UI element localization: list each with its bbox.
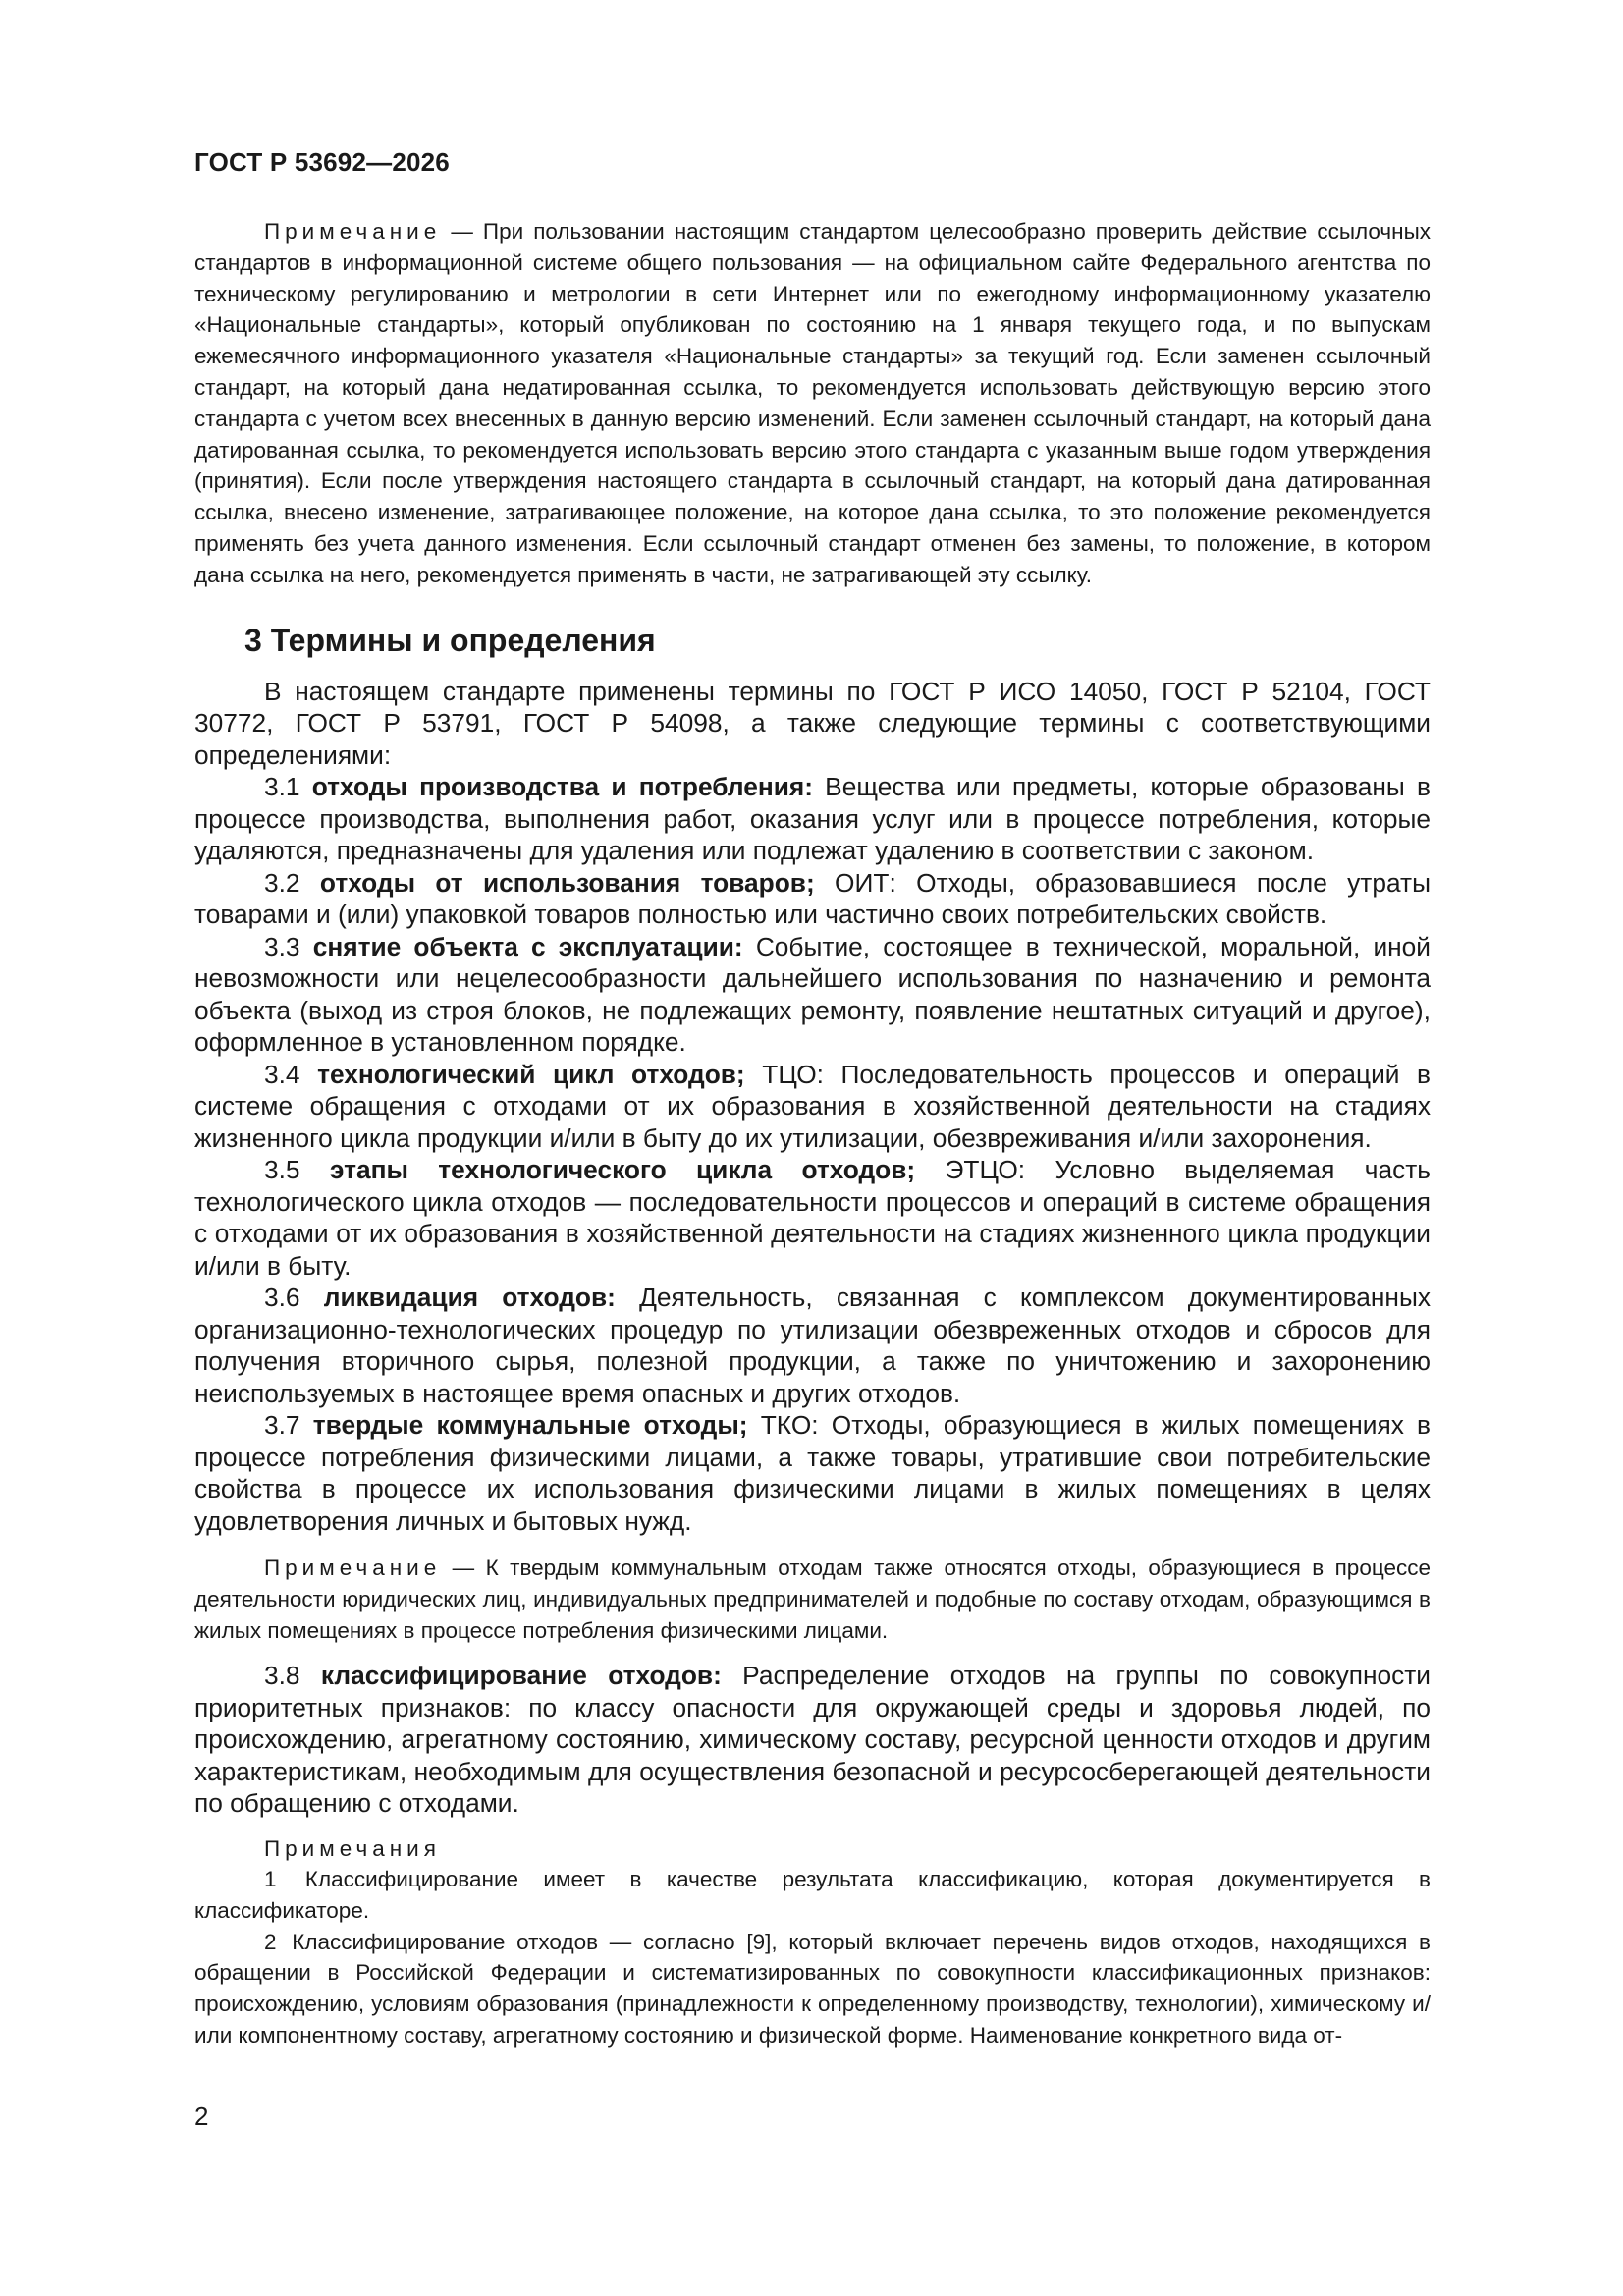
term-name: отходы от использования товаров; (319, 867, 815, 898)
term-definition (194, 1282, 1431, 1409)
term-name: отходы производства и потребления: (311, 772, 813, 802)
term-name: классифицирование отходов: (320, 1661, 722, 1691)
term-text: Вещества или предметы, которые образованы в процессе производства, выполнения работ, оказания услуг или в процессе потребления, которые удаляются, предназначены для удаления или подлежат удалению в соответствии с законом. (194, 772, 1431, 866)
term-number: 3.4 (264, 1059, 300, 1089)
term-note (194, 1553, 1431, 1646)
note-text: — К твердым коммунальным отходам также относятся отходы, образующиеся в процессе деятельности юридических лиц, индивидуальных предпринимателей и подобные по составу отходам, образующимся в жилых помещениях в процессе потребления физическими лицами. (194, 1556, 1431, 1643)
term-number: 3.3 (264, 931, 300, 961)
term-number: 3.7 (264, 1410, 300, 1441)
note-label: Примечание (264, 219, 442, 244)
reference-note (194, 216, 1431, 591)
term-text: Распределение отходов на группы по совокупности приоритетных признаков: по классу опасности для окружающей среды и здоровья людей, по происхождению, агрегатному состоянию, химическому составу, ресурсной ценности отходов и другим характеристикам, необходимым для осуществления безопасной и ресурсосберегающей деятельности по обращению с отходами. (194, 1661, 1431, 1819)
notes-item-text: Классифицирование имеет в качестве результата классификацию, которая документируется в классификаторе. (194, 1866, 1431, 1923)
term-text: Деятельность, связанная с комплексом документированных организационно-технологических процедур по утилизации обезвреженных отходов и сбросов для получения вторичного сырья, полезной продукции, а также по уничтожению и захоронению неиспользуемых в настоящее время опасных и других отходов. (194, 1283, 1431, 1408)
term-name: снятие объекта с эксплуатации: (312, 931, 743, 961)
section-intro: В настоящем стандарте применены термины по ГОСТ Р ИСО 14050, ГОСТ Р 52104, ГОСТ 30772, ГОСТ Р 53791, ГОСТ Р 54098, а также следующие термины с соответствующими определениями: (194, 676, 1431, 770)
term-definition (194, 931, 1431, 1059)
note-text: — При пользовании настоящим стандартом целесообразно проверить действие ссылочных стандартов в информационной системе общего пользования — на официальном сайте Федерального агентства по техническому регулированию и метрологии в сети Интернет или по ежегодному информационному указателю «Национальные стандарты», который опубликован по состоянию на 1 января текущего года, и по выпускам ежемесячного информационного указателя «Национальные стандарты» за текущий год. Если заменен ссылочный стандарт, на который дана недатированная ссылка, то рекомендуется использовать действующую версию этого стандарта с учетом всех внесенных в данную версию изменений. Если заменен ссылочный стандарт, на который дана датированная ссылка, то рекомендуется использовать версию этого стандарта с указанным выше годом утверждения (принятия). Если после утверждения настоящего стандарта в ссылочный стандарт, на который дана датированная ссылка, внесено изменение, затрагивающее положение, на которое дана ссылка, то это положение рекомендуется применять без учета данного изменения. Если ссылочный стандарт отменен без замены, то положение, в котором дана ссылка на него, рекомендуется применять в части, не затрагивающей эту ссылку. (194, 219, 1431, 587)
document-header: ГОСТ Р 53692—2026 (194, 147, 450, 177)
notes-item-number: 2 (264, 1929, 277, 1954)
terms-list (194, 771, 1431, 1537)
notes-heading: Примечания (264, 1835, 441, 1861)
term-name: твердые коммунальные отходы; (312, 1410, 748, 1441)
section-title: 3 Термины и определения (244, 622, 656, 658)
term-definition (194, 1154, 1431, 1282)
notes-item (194, 1864, 1431, 1927)
term-text: ЭТЦО: Условно выделяемая часть технологического цикла отходов — последовательности процессов и операций в системе обращения с отходами от их образования в хозяйственной деятельности на стадиях жизненного цикла продукции и/или в быту. (194, 1155, 1431, 1281)
term-definition (194, 771, 1431, 867)
notes-item (194, 1927, 1431, 2051)
notes-item-text: Классифицирование отходов — согласно [9], который включает перечень видов отходов, находящихся в обращении в Российской Федерации и систематизированных по совокупности классификационных признаков: происхождению, условиям образования (принадлежности к определенному производству, технологии), химическому и/или компонентному составу, агрегатному состоянию и физической форме. Наименование конкретного вида от- (194, 1929, 1431, 2048)
notes-item-number: 1 (264, 1866, 277, 1891)
page-content (194, 216, 1431, 2051)
term-number: 3.8 (264, 1661, 300, 1691)
term-number: 3.1 (264, 772, 300, 802)
term-text: ОИТ: Отходы, образовавшиеся после утраты товарами и (или) упаковкой товаров полностью или частично своих потребительских свойств. (194, 867, 1431, 930)
term-number: 3.2 (264, 867, 300, 898)
term-text: Событие, состоящее в технической, моральной, иной невозможности или нецелесообразности дальнейшего использования по назначению и ремонта объекта (выход из строя блоков, не подлежащих ремонту, появление нештатных ситуаций и другое), оформленное в установленном порядке. (194, 931, 1431, 1058)
note-label: Примечание (264, 1556, 442, 1581)
term-number: 3.5 (264, 1155, 300, 1185)
term-text: ТЦО: Последовательность процессов и операций в системе обращения с отходами от их образования в хозяйственной деятельности на стадиях жизненного цикла продукции и/или в быту до их утилизации, обезвреживания и/или захоронения. (194, 1059, 1432, 1153)
term-name: этапы технологического цикла отходов; (329, 1155, 916, 1185)
term-definition (194, 1059, 1431, 1155)
term-definition (194, 1660, 1431, 1820)
term-definition (194, 867, 1431, 931)
term-note-paragraph (194, 1553, 1431, 1646)
term-text: ТКО: Отходы, образующиеся в жилых помещениях в процессе потребления физическими лицами, а также товары, утратившие свои потребительские свойства в процессе их использования физическими лицами в жилых помещениях в целях удовлетворения личных и бытовых нужд. (194, 1410, 1431, 1536)
page-number: 2 (194, 2102, 209, 2131)
term-definition (194, 1409, 1431, 1537)
term-name: ликвидация отходов: (323, 1283, 616, 1313)
term-name: технологический цикл отходов; (317, 1059, 745, 1089)
term-number: 3.6 (264, 1283, 300, 1313)
